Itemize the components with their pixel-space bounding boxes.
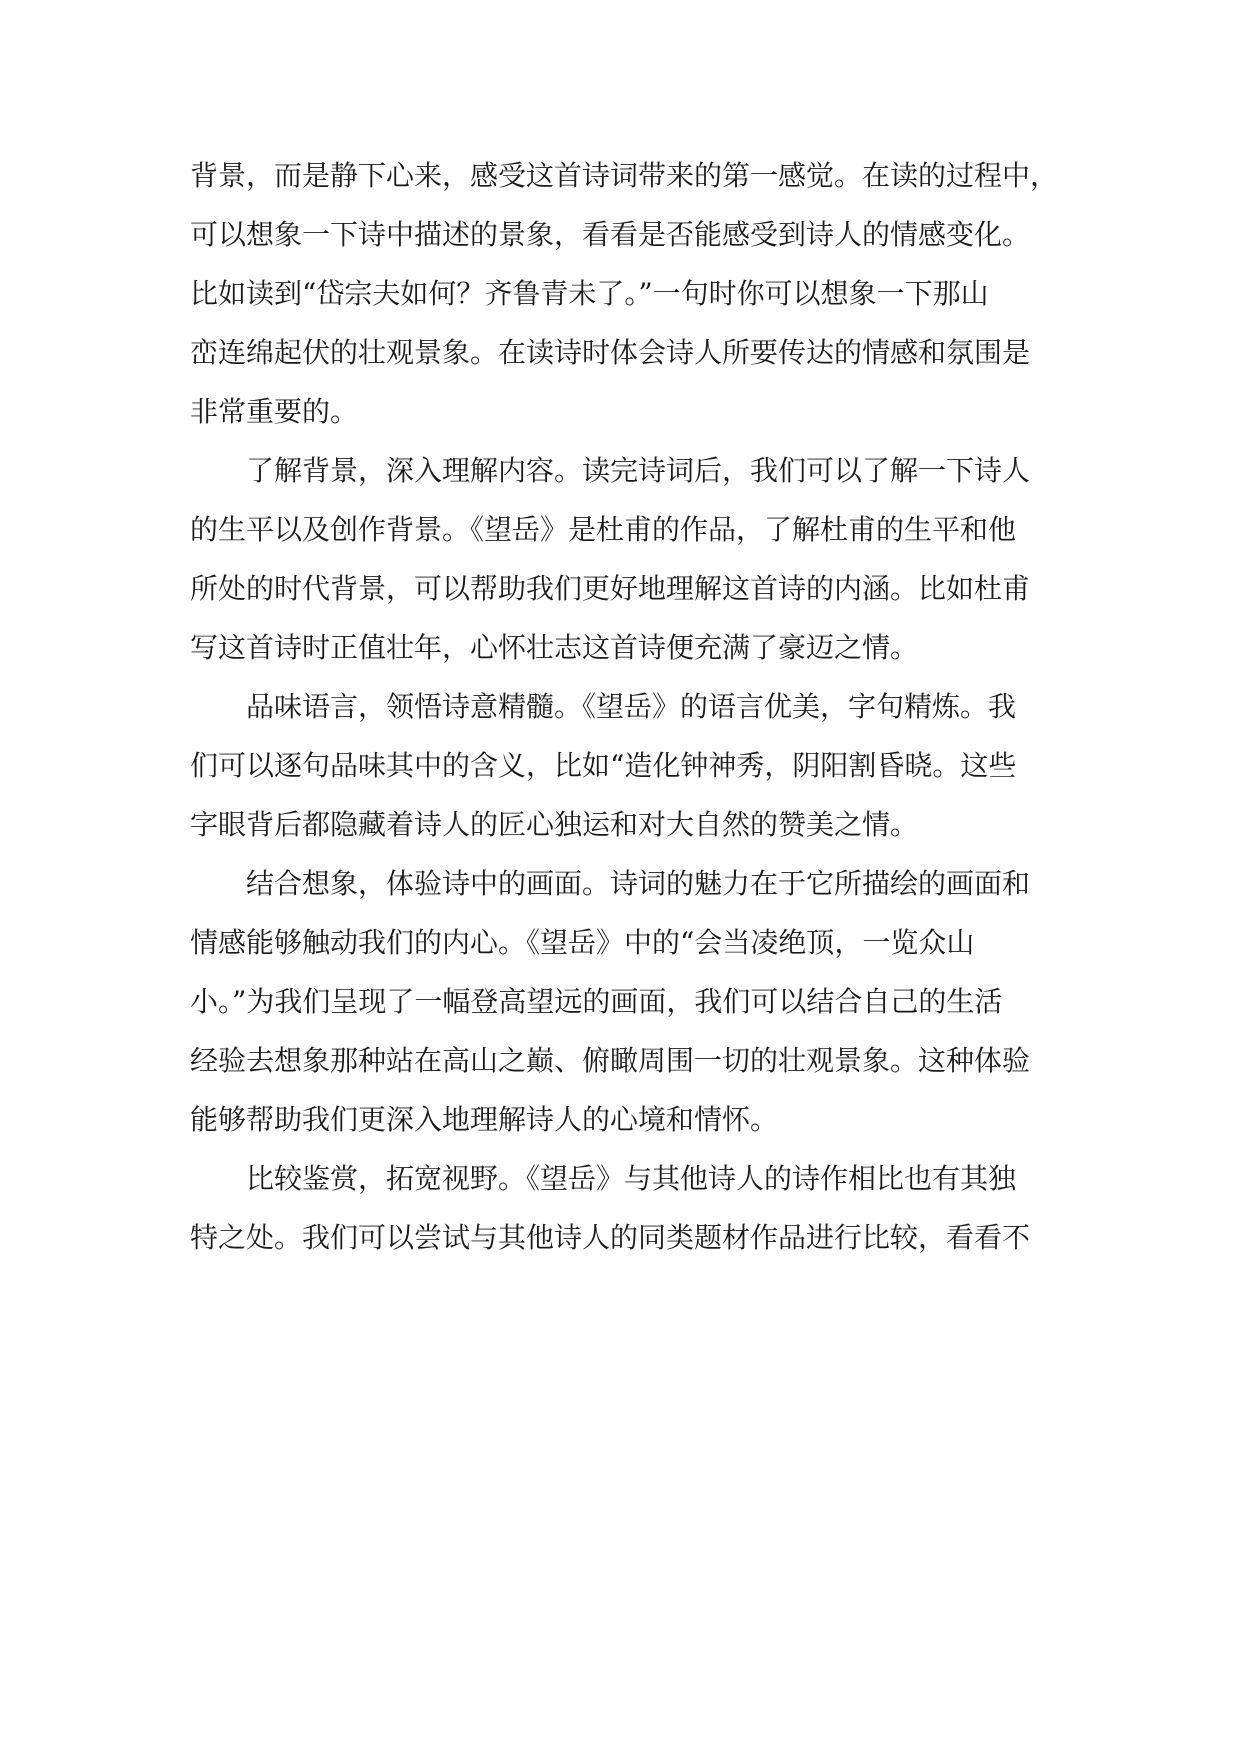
paragraph-first-line: 结合想象，体验诗中的画面。诗词的魅力在于它所描绘的画面和 <box>246 867 1031 900</box>
text-line: 非常重要的。 <box>190 395 359 428</box>
text-line: 情感能够触动我们的内心。《望岳》中的“会当凌绝顶，一览众山 <box>190 926 975 959</box>
text-line: 能够帮助我们更深入地理解诗人的心境和情怀。 <box>190 1103 779 1136</box>
text-line: 所处的时代背景，可以帮助我们更好地理解这首诗的内涵。比如杜甫 <box>190 572 1031 605</box>
paragraph-first-line: 品味语言，领悟诗意精髓。《望岳》的语言优美，字句精炼。我 <box>246 690 1017 723</box>
paragraph-first-line: 比较鉴赏，拓宽视野。《望岳》与其他诗人的诗作相比也有其独 <box>246 1162 1017 1195</box>
text-line: 可以想象一下诗中描述的景象，看看是否能感受到诗人的情感变化。 <box>190 218 1031 251</box>
text-line: 经验去想象那种站在高山之巅、俯瞰周围一切的壮观景象。这种体验 <box>190 1044 1031 1077</box>
text-line: 们可以逐句品味其中的含义，比如“造化钟神秀，阴阳割昏晓。这些 <box>190 749 1017 782</box>
text-line: 字眼背后都隐藏着诗人的匠心独运和对大自然的赞美之情。 <box>190 808 919 841</box>
body-text <box>190 146 1070 1267</box>
text-line: 写这首诗时正值壮年，心怀壮志这首诗便充满了豪迈之情。 <box>190 631 919 664</box>
text-line: 背景，而是静下心来，感受这首诗词带来的第一感觉。在读的过程中， <box>190 159 1059 192</box>
text-line: 比如读到“岱宗夫如何？齐鲁青未了。”一句时你可以想象一下那山 <box>190 277 989 310</box>
text-line: 小。”为我们呈现了一幅登高望远的画面，我们可以结合自己的生活 <box>190 985 1003 1018</box>
text-line: 特之处。我们可以尝试与其他诗人的同类题材作品进行比较，看看不 <box>190 1221 1031 1254</box>
paragraph-first-line: 了解背景，深入理解内容。读完诗词后，我们可以了解一下诗人 <box>246 454 1031 487</box>
text-line: 峦连绵起伏的壮观景象。在读诗时体会诗人所要传达的情感和氛围是 <box>190 336 1031 369</box>
text-line: 的生平以及创作背景。《望岳》是杜甫的作品，了解杜甫的生平和他 <box>190 513 1017 546</box>
